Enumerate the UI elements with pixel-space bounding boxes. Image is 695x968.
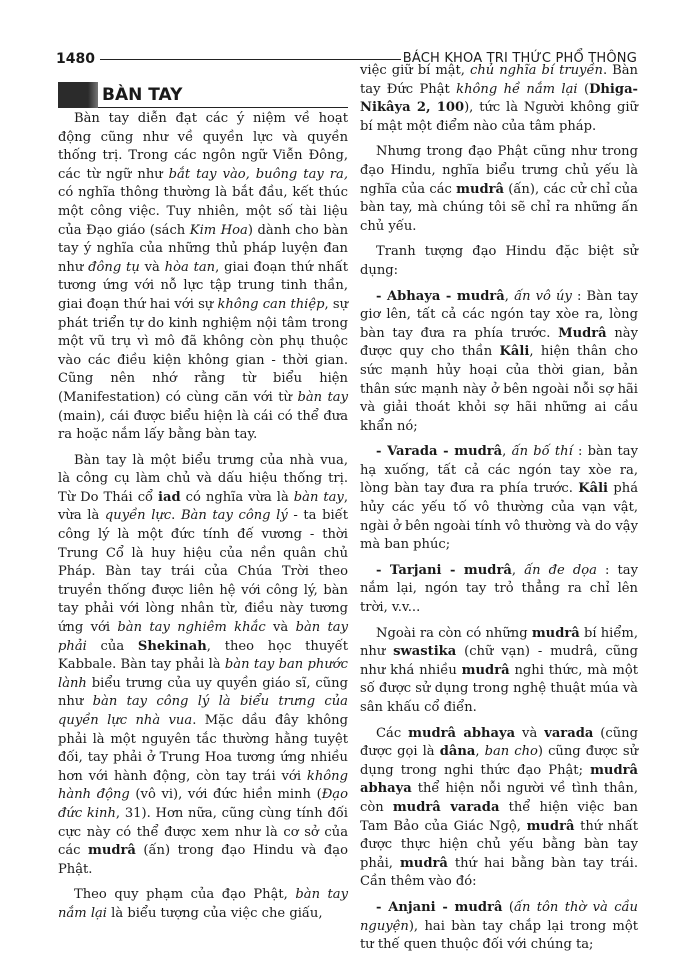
text-run: Đạo đức kinh [58, 787, 348, 821]
text-run: - Anjani - mudrâ [376, 899, 503, 915]
text-run: Kâli [499, 344, 530, 360]
text-run: (vô vi), với đức hiền minh ( [129, 787, 322, 803]
text-run: này được quy cho thần [360, 325, 638, 360]
paragraph [360, 562, 638, 618]
text-run: swastika [393, 644, 457, 660]
text-run: bắt tay vào, buông tay ra, [168, 166, 348, 182]
text-run: bàn tay nắm lại [58, 887, 348, 921]
text-run: , hiện thân cho sức mạnh hủy hoại của thời gian, bản thân sức mạnh này ở bên ngoài nỗi sợ hãi và giải thoát khỏi sợ hãi những ai cầu khẩn nó; [360, 344, 638, 434]
text-run: ( [577, 81, 590, 97]
text-run: Ngoài ra còn có những [376, 625, 532, 641]
text-run: , [502, 444, 512, 460]
text-run: việc giữ bí mật, [360, 63, 470, 78]
text-run: Các [376, 725, 409, 741]
text-run: mudrâ [526, 818, 575, 834]
text-run: của [86, 638, 138, 654]
text-run: thể hiện nỗi người về tình thân, còn [360, 781, 638, 815]
text-run: , [504, 288, 515, 304]
text-run: mudrâ [461, 662, 510, 678]
text-run: , 31). Hơn nữa, cũng cùng tính đối cực này có thể được xem như là cơ sở của các [58, 805, 348, 859]
text-run: bàn tay nghiêm khắc [117, 620, 266, 636]
text-run: mudrâ [87, 843, 136, 859]
text-run: (cũng được gọi là [360, 725, 638, 760]
text-run: có nghĩa vừa là [180, 489, 294, 505]
paragraph [58, 110, 348, 445]
text-run: , [475, 744, 485, 760]
text-run: bàn tay [297, 389, 348, 405]
paragraph [360, 143, 638, 236]
text-run: ( [502, 899, 514, 915]
book-title: BÁCH KHOA TRI THỨC PHỔ THÔNG [402, 51, 637, 66]
text-run: - ta biết công lý là một đức tính đế vương - thời Trung Cổ là huy hiệu của nền quân chủ Pháp. Bàn tay trái của Chúa Trời theo truyền thống được liên hệ với công lý, bàn tay phải với lòng nhân từ, điều này tương ứng với [58, 508, 348, 636]
text-run: mudrâ [531, 625, 580, 641]
text-run: - Abhaya - mudrâ [376, 288, 505, 304]
text-run: bàn tay phải [58, 620, 349, 654]
text-run: thể hiện việc ban Tam Bảo của Giác Ngộ, [360, 799, 638, 834]
text-run: mudrâ [399, 855, 448, 871]
paragraph [360, 725, 638, 892]
text-run: ấn bố thí [511, 444, 573, 460]
right-column [360, 62, 638, 962]
text-run: mudrâ abhaya [360, 762, 638, 797]
text-run: Mudrâ [558, 325, 607, 341]
text-run: bàn tay ban phước lành [58, 657, 348, 691]
text-run: phá hủy các yếu tố vô thường của vạn vật, ngài ở bên ngoài tính vô thường và do vậy mà ban phúc; [360, 481, 638, 553]
text-run: ), hai bàn tay chắp lại trong một tư thế quen thuộc đối với chúng ta; [360, 918, 638, 953]
text-run: , theo học thuyết Kabbale. Bàn tay phải là [58, 638, 349, 673]
text-run: (main), cái được biểu hiện là cái có thể đưa ra hoặc nắm lấy bằng bàn tay. [58, 408, 348, 443]
text-run: : tay nắm lại, ngón tay trỏ thẳng ra chỉ lên trời, v.v... [360, 562, 639, 616]
text-run: biểu trưng của uy quyền giáo sĩ, cũng như [58, 675, 348, 710]
paragraph [360, 899, 638, 955]
text-run: Kâli [578, 481, 609, 497]
text-run: - Tarjani - mudrâ [376, 562, 512, 578]
section-heading [58, 82, 348, 110]
text-run: không can thiệp [217, 296, 325, 312]
text-run: , giai đoạn thứ nhất tương ứng với nỗ lực tập trung tinh thần, giai đoạn thứ hai với sự [58, 259, 348, 312]
text-run: chủ nghĩa bí truyền [470, 63, 603, 78]
paragraph [360, 625, 638, 718]
text-run: , sự phát triển tự do kinh nghiệm nội tâm trong một vũ trụ vì mô đã không còn phụ thuộc vào các điều kiện không gian - thời gian. Cũng nên nhớ rằng từ biểu hiện (Manifestation) có cùng căn với từ [58, 296, 348, 405]
text-run: (ấn) trong đạo Hindu và đạo Phật. [58, 843, 348, 877]
text-run: . Bàn tay Đức Phật [360, 63, 638, 97]
text-run: Dhiga-Nikâya 2, 100 [360, 81, 638, 116]
text-run: , vừa là [58, 489, 349, 524]
paragraph [360, 443, 638, 555]
text-run: ban cho [484, 744, 538, 760]
text-run: : Bàn tay giơ lên, tất cả các ngón tay xòe ra, lòng bàn tay đưa ra phía trước. [360, 288, 639, 341]
text-run: không hề nắm lại [456, 81, 578, 97]
text-run: ) cũng được sử dụng trong nghi thức đạo Phật; [360, 744, 638, 778]
text-run: varada [544, 725, 594, 741]
text-run: ) dành cho bàn tay ý nghĩa của những thủ pháp luyện đan như [58, 222, 349, 275]
text-run: - Varada - mudrâ [376, 444, 503, 460]
text-run: Bàn tay là một biểu trưng của nhà vua, là công cụ làm chủ và dấu hiệu thống trị. Từ Do Thái cổ [58, 452, 348, 505]
text-run: và [515, 725, 545, 741]
text-run: nghi thức, mà một số được sử dụng trong nghệ thuật múa và sân khấu cổ điển. [360, 662, 638, 715]
text-run: : bàn tay hạ xuống, tất cả các ngón tay xòe ra, lòng bàn tay đưa ra phía trước. [360, 444, 638, 497]
text-run: hòa tan [164, 259, 216, 275]
text-run: không hành động [58, 768, 348, 803]
paragraph [58, 886, 348, 923]
text-run: đông tụ [88, 259, 140, 275]
text-run: Kim Hoa [189, 222, 248, 238]
paragraph [360, 243, 638, 280]
text-run: ấn tôn thờ và cầu nguyện [360, 899, 638, 934]
text-run: là biểu tượng của việc che giấu, [107, 905, 323, 921]
page-number: 1480 [56, 51, 95, 67]
text-run: Bàn tay công lý [180, 508, 288, 524]
text-run: bàn tay [293, 489, 344, 505]
text-run: Shekinah [137, 638, 207, 654]
text-run: ), tức là Người không giữ bí mật một điểm nào của tâm pháp. [360, 100, 638, 134]
text-run: ấn đe dọa [524, 562, 597, 578]
text-run: Theo quy phạm của đạo Phật, [74, 887, 296, 903]
paragraph [360, 288, 638, 437]
text-run: quyền lực [104, 508, 172, 524]
header-rule [100, 59, 401, 60]
text-run: ấn vô úy [514, 288, 572, 304]
text-run: . Mặc dầu đây không phải là một nguyên tắc thường hằng tuyệt đối, tay phải ở Trung Hoa tương ứng nhiều hơn với hành động, còn tay trái với [58, 713, 348, 784]
section-title: BÀN TAY [102, 85, 183, 105]
text-run: bàn tay công lý là biểu trưng của quyền lực nhà vua [58, 694, 348, 728]
text-run: mudrâ abhaya [408, 725, 516, 741]
text-run: iad [158, 489, 181, 505]
section-marker-icon [58, 82, 98, 108]
text-run: (chữ vạn) - mudrâ, cũng như khá nhiều [360, 644, 638, 678]
left-column [58, 110, 348, 931]
text-run: Bàn tay diễn đạt các ý niệm về hoạt động cũng như về quyền lực và quyền thống trị. Trong các ngôn ngữ Viễn Đông, các từ ngữ như [58, 111, 348, 182]
text-run: dâna [439, 744, 476, 760]
text-run: Tranh tượng đạo Hindu đặc biệt sử dụng: [360, 244, 638, 278]
text-run: Nhưng trong đạo Phật cũng như trong đạo Hindu, nghĩa biểu trưng chủ yếu là nghĩa của các [360, 144, 638, 197]
text-run: bí hiểm, như [360, 625, 638, 660]
text-run: , [511, 562, 525, 578]
text-run: thứ nhất được thực hiện chủ yếu bằng bàn tay phải, [360, 818, 638, 871]
text-run: mudrâ [456, 181, 505, 197]
text-run: . [171, 508, 181, 524]
text-run: và [139, 259, 165, 275]
text-run: thứ hai bằng bàn tay trái. Cần thêm vào đó: [360, 855, 639, 890]
text-run: có nghĩa thông thường là bắt đầu, kết thúc một công việc. Tuy nhiên, một số tài liệu của Đạo giáo (sách [58, 185, 348, 238]
text-run: mudrâ varada [392, 799, 500, 815]
paragraph [360, 62, 638, 136]
paragraph [58, 452, 348, 880]
text-run: và [265, 620, 296, 636]
section-rule [98, 107, 348, 108]
text-run: (ấn), các cử chỉ của bàn tay, mà chúng tôi sẽ chỉ ra những ấn chủ yếu. [360, 181, 638, 234]
